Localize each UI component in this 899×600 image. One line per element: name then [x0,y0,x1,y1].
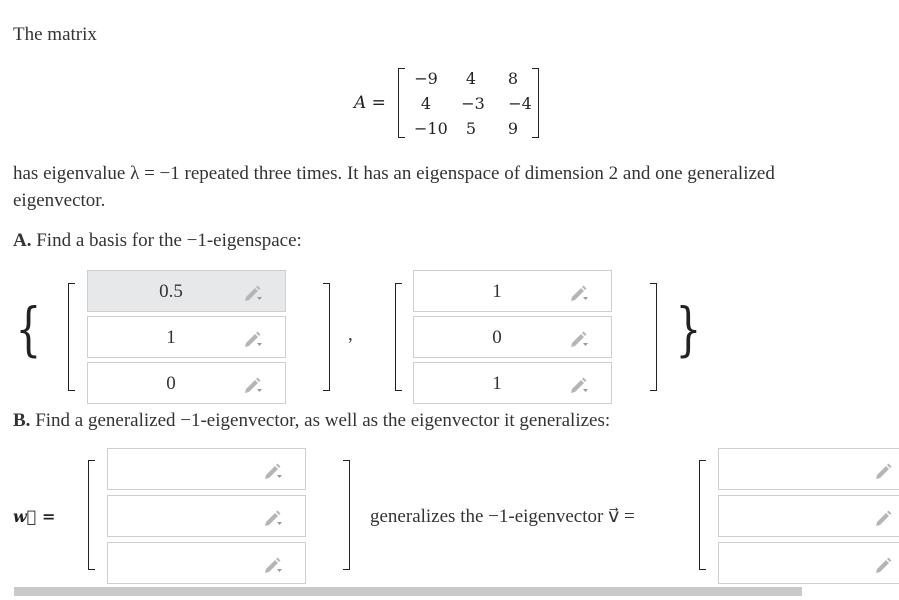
pencil-icon[interactable] [875,510,893,526]
part-b-letter: B. [13,410,31,431]
matrix-cell: −9 [414,69,438,88]
field-value: 1 [492,373,502,394]
vector2-left-bracket [395,283,402,391]
set-open-brace: { [15,295,42,363]
matrix-left-bracket [398,68,405,138]
matrix-cell: 4 [420,94,432,113]
horizontal-scrollbar[interactable] [14,587,802,596]
w-right-bracket [343,460,350,570]
pencil-icon[interactable] [875,557,893,573]
set-close-brace: } [675,295,702,363]
generalizes-text: generalizes the −1-eigenvector v⃗ = [370,506,635,527]
pencil-icon[interactable] [570,331,588,347]
w-entry-3-field[interactable] [107,542,306,584]
pencil-icon[interactable] [264,463,282,479]
w-label: w⃗ = [13,507,56,526]
field-value: 0.5 [159,281,183,302]
description-line-2: eigenvector. [13,190,106,211]
v-entry-1-field[interactable] [718,448,899,490]
v-left-bracket [699,460,706,570]
vector1-left-bracket [68,283,75,391]
w-entry-2-field[interactable] [107,495,306,537]
field-value: 0 [166,373,176,394]
pencil-icon[interactable] [264,510,282,526]
vector2-entry-2-field[interactable] [413,316,612,358]
description-line-1: has eigenvalue λ = −1 repeated three times. It has an eigenspace of dimension 2 and one generalized [13,163,775,184]
vector1-entry-2-field[interactable] [87,316,286,358]
pencil-icon[interactable] [264,557,282,573]
part-b-heading [13,410,610,432]
matrix-cell: −4 [508,94,532,113]
matrix-cell: 5 [465,119,477,138]
part-a-letter: A. [13,230,32,251]
part-a-prompt: Find a basis for the −1-eigenspace: [31,230,302,251]
field-value: 0 [492,327,502,348]
w-entry-1-field[interactable] [107,448,306,490]
w-left-bracket [88,460,95,570]
part-a-heading [13,230,302,252]
vector2-right-bracket [650,283,657,391]
vector-separator: , [348,324,353,345]
field-value: 1 [492,281,502,302]
v-entry-2-field[interactable] [718,495,899,537]
pencil-icon[interactable] [244,331,262,347]
pencil-icon[interactable] [570,377,588,393]
pencil-icon[interactable] [244,285,262,301]
matrix-cell: 8 [507,69,519,88]
vector1-entry-3-field[interactable] [87,362,286,404]
matrix-cell: 9 [507,119,519,138]
vector1-right-bracket [323,283,330,391]
matrix-label: A = [354,93,386,113]
field-value: 1 [166,327,176,348]
pencil-icon[interactable] [244,377,262,393]
matrix-cell: 4 [465,69,477,88]
vector2-entry-3-field[interactable] [413,362,612,404]
vector1-entry-1-field[interactable] [87,270,286,312]
pencil-icon[interactable] [875,463,893,479]
intro-text: The matrix [13,24,97,45]
vector2-entry-1-field[interactable] [413,270,612,312]
matrix-cell: −3 [461,94,485,113]
matrix-cell: −10 [414,119,448,138]
pencil-icon[interactable] [570,285,588,301]
part-b-prompt: Find a generalized −1-eigenvector, as well as the eigenvector it generalizes: [30,410,611,431]
v-entry-3-field[interactable] [718,542,899,584]
